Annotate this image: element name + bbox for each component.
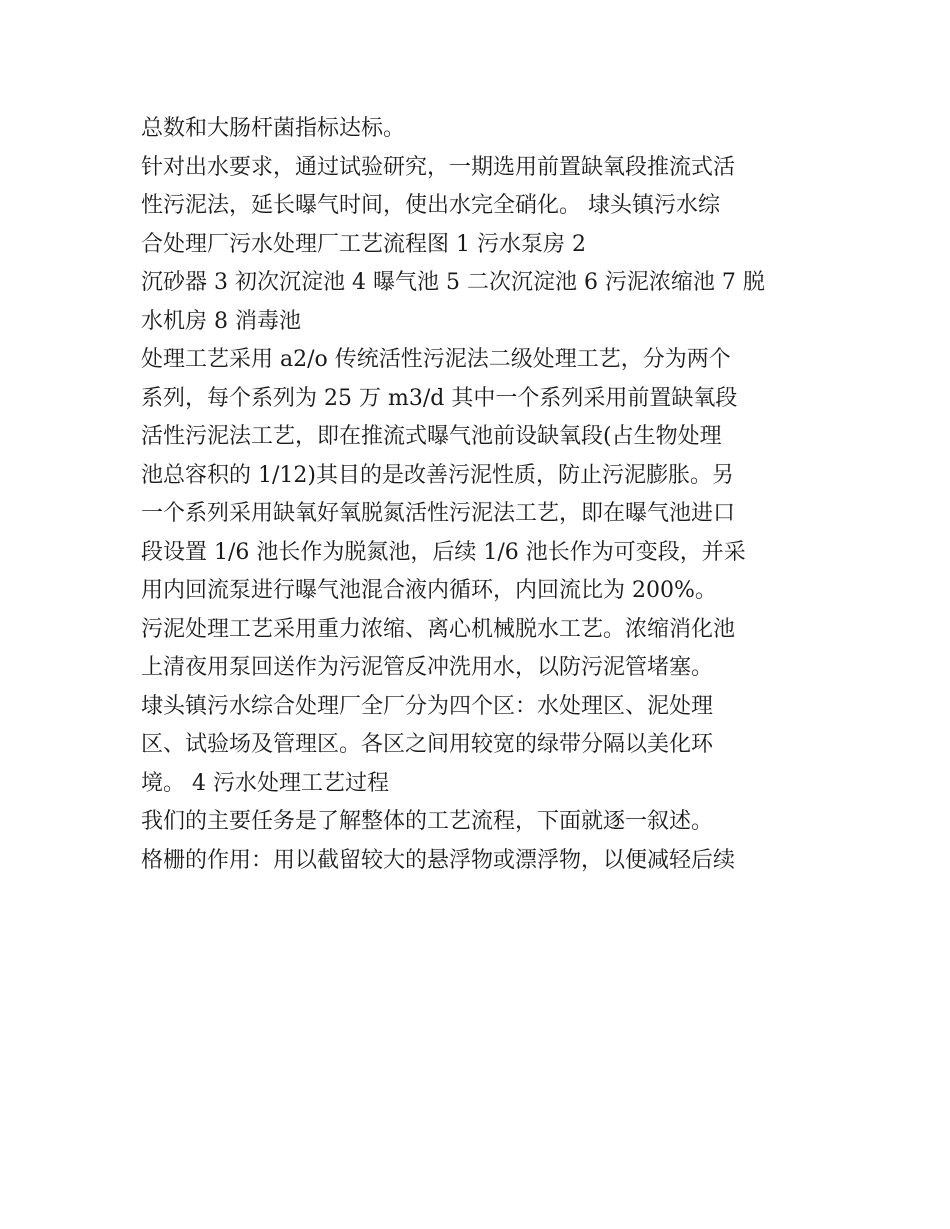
text-line: 污泥处理工艺采用重力浓缩、离心机械脱水工艺。浓缩消化池 bbox=[141, 616, 736, 642]
text-line: 我们的主要任务是了解整体的工艺流程，下面就逐一叙述。 bbox=[141, 809, 714, 834]
text-line: 段设置 1/6 池长作为脱氮池，后续 1/6 池长作为可变段，并采 bbox=[141, 539, 746, 565]
text-line: 用内回流泵进行曝气池混合液内循环，内回流比为 200%。 bbox=[141, 578, 717, 603]
text-line: 区、试验场及管理区。各区之间用较宽的绿带分隔以美化环 bbox=[141, 732, 714, 757]
text-line: 总数和大肠杆菌指标达标。 bbox=[141, 116, 406, 141]
text-line: 一个系列采用缺氧好氧脱氮活性污泥法工艺，即在曝气池进口 bbox=[141, 501, 736, 526]
text-line: 沉砂器 3 初次沉淀池 4 曝气池 5 二次沉淀池 6 污泥浓缩池 7 脱 bbox=[141, 270, 765, 295]
body-text bbox=[141, 110, 821, 880]
text-line: 系列，每个系列为 25 万 m3/d 其中一个系列采用前置缺氧段 bbox=[141, 385, 738, 411]
text-line: 上清夜用泵回送作为污泥管反冲洗用水，以防污泥管堵塞。 bbox=[141, 655, 714, 680]
text-line: 活性污泥法工艺，即在推流式曝气池前设缺氧段(占生物处理 bbox=[141, 424, 722, 449]
text-line: 处理工艺采用 a2/o 传统活性污泥法二级处理工艺，分为两个 bbox=[141, 347, 731, 372]
text-line: 针对出水要求，通过试验研究，一期选用前置缺氧段推流式活 bbox=[141, 154, 736, 180]
text-line: 合处理厂污水处理厂工艺流程图 1 污水泵房 2 bbox=[141, 231, 586, 257]
text-line: 水机房 8 消毒池 bbox=[141, 308, 301, 334]
text-line: 境。 4 污水处理工艺过程 bbox=[141, 770, 389, 796]
text-line: 埭头镇污水综合处理厂全厂分为四个区：水处理区、泥处理 bbox=[141, 693, 714, 719]
text-line: 格栅的作用：用以截留较大的悬浮物或漂浮物，以便减轻后续 bbox=[141, 847, 736, 873]
text-line: 池总容积的 1/12)其目的是改善污泥性质，防止污泥膨胀。另 bbox=[141, 462, 734, 488]
text-line: 性污泥法，延长曝气时间，使出水完全硝化。 埭头镇污水综 bbox=[141, 193, 720, 218]
